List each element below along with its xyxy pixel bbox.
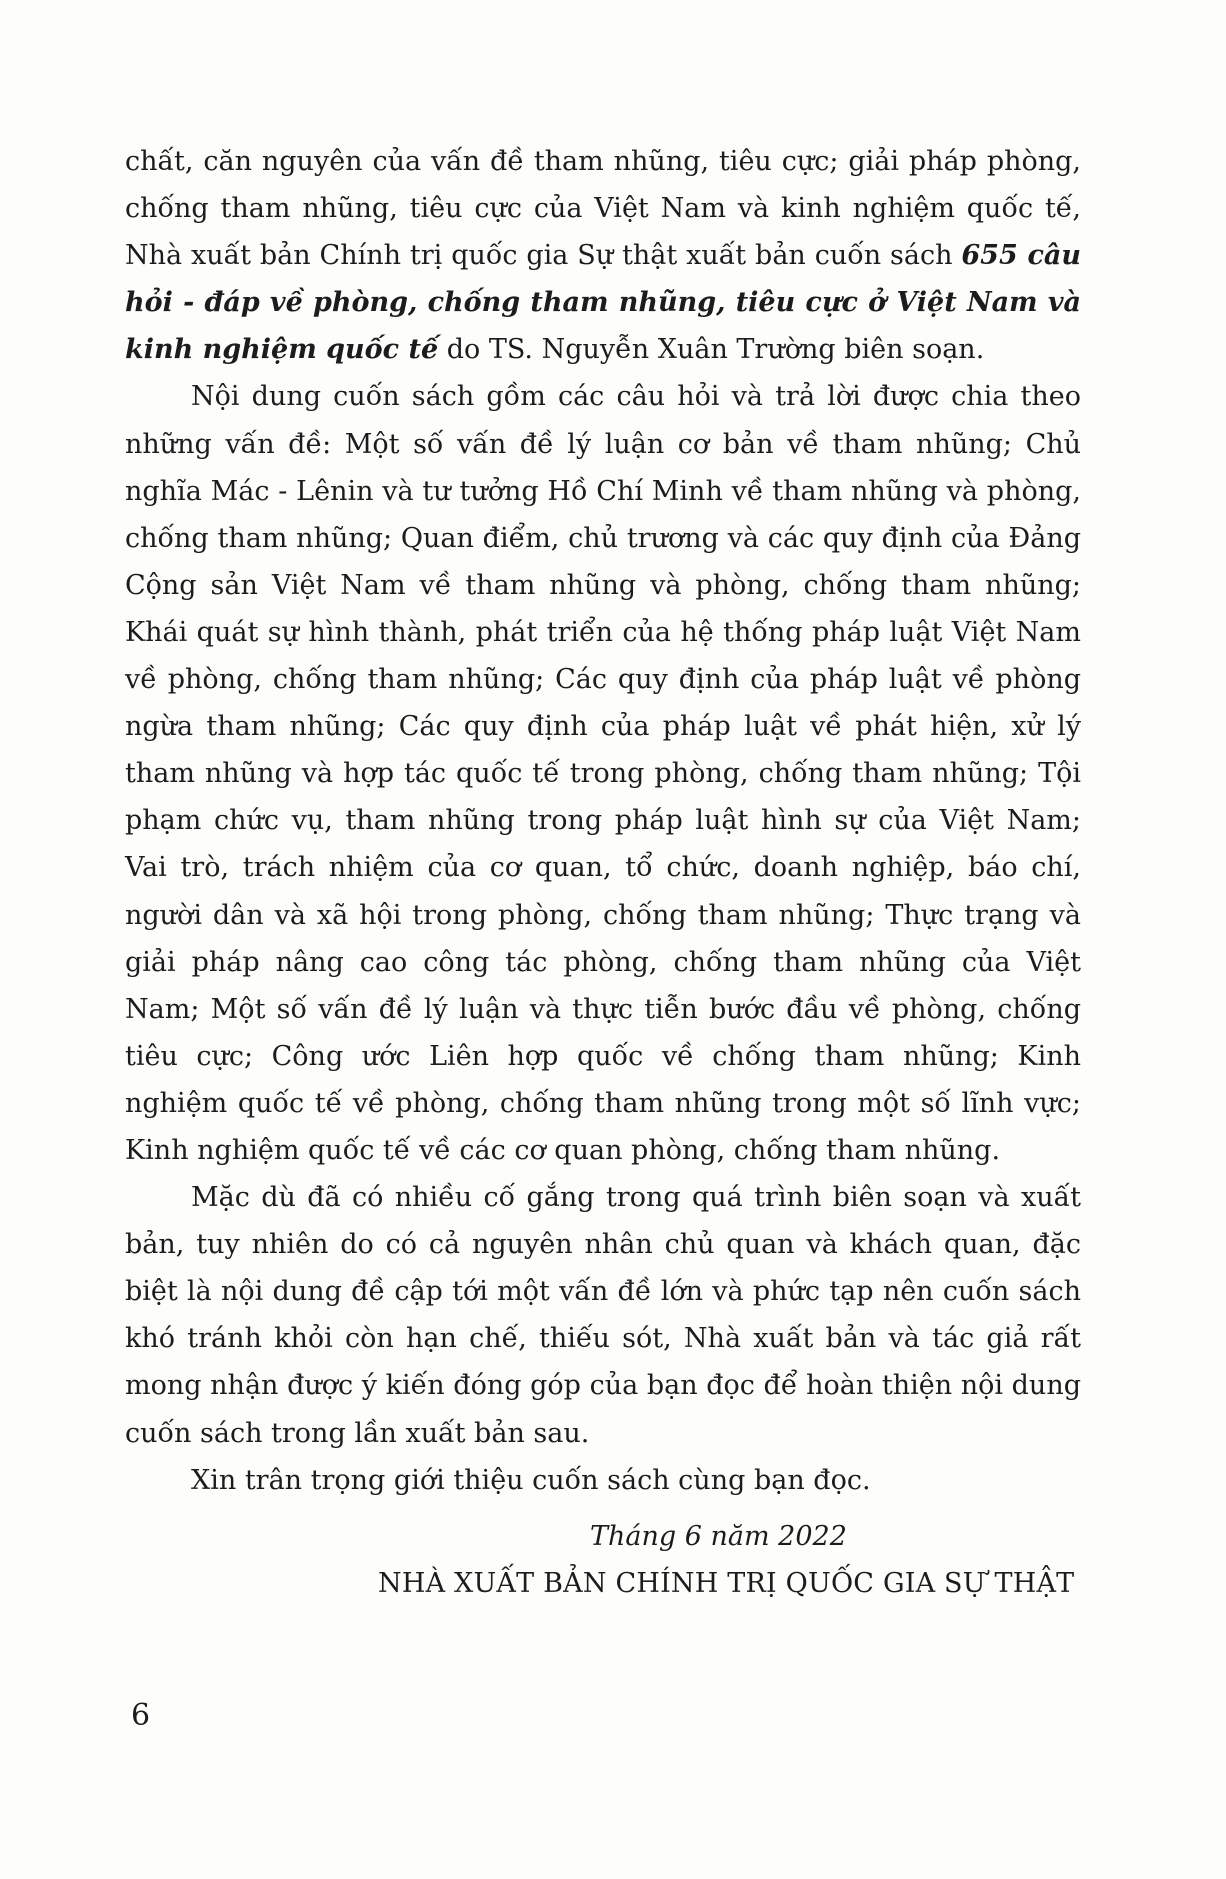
body-text (125, 138, 1081, 1504)
paragraph-1-part-1: chất, căn nguyên của vấn đề tham nhũng, tiêu cực; giải pháp phòng, chống tham nhũng, tiêu cực của Việt Nam và kinh nghiệm quốc tế, Nhà xuất bản Chính trị quốc gia Sự thật xuất bản cuốn sách (125, 146, 1081, 272)
paragraph-1 (125, 138, 1081, 373)
paragraph-4-text: Xin trân trọng giới thiệu cuốn sách cùng bạn đọc. (191, 1464, 871, 1496)
date-line: Tháng 6 năm 2022 (590, 1521, 847, 1552)
book-title-emphasis: 655 câu hỏi - đáp về phòng, chống tham nhũng, tiêu cực ở Việt Nam và kinh nghiệm quốc tế (125, 240, 1082, 366)
paragraph-2 (125, 373, 1081, 1174)
paragraph-1-part-3: do TS. Nguyễn Xuân Trường biên soạn. (438, 334, 985, 366)
paragraph-2-text: Nội dung cuốn sách gồm các câu hỏi và trả lời được chia theo những vấn đề: Một số vấn đề lý luận cơ bản về tham nhũng; Chủ nghĩa Mác - Lênin và tư tưởng Hồ Chí Minh về tham nhũng và phòng, chống tham nhũng; Quan điểm, chủ trương và các quy định của Đảng Cộng sản Việt Nam về tham nhũng và phòng, chống tham nhũng; Khái quát sự hình thành, phát triển của hệ thống pháp luật Việt Nam về phòng, chống tham nhũng; Các quy định của pháp luật về phòng ngừa tham nhũng; Các quy định của pháp luật về phát hiện, xử lý tham nhũng và hợp tác quốc tế trong phòng, chống tham nhũng; Tội phạm chức vụ, tham nhũng trong pháp luật hình sự của Việt Nam; Vai trò, trách nhiệm của cơ quan, tổ chức, doanh nghiệp, báo chí, người dân và xã hội trong phòng, chống tham nhũng; Thực trạng và giải pháp nâng cao công tác phòng, chống tham nhũng của Việt Nam; Một số vấn đề lý luận và thực tiễn bước đầu về phòng, chống tiêu cực; Công ước Liên hợp quốc về chống tham nhũng; Kinh nghiệm quốc tế về phòng, chống tham nhũng trong một số lĩnh vực; Kinh nghiệm quốc tế về các cơ quan phòng, chống tham nhũng. (125, 381, 1081, 1166)
paragraph-4 (125, 1457, 1081, 1504)
paragraph-3 (125, 1174, 1081, 1457)
paragraph-3-text: Mặc dù đã có nhiều cố gắng trong quá trình biên soạn và xuất bản, tuy nhiên do có cả nguyên nhân chủ quan và khách quan, đặc biệt là nội dung đề cập tới một vấn đề lớn và phức tạp nên cuốn sách khó tránh khỏi còn hạn chế, thiếu sót, Nhà xuất bản và tác giả rất mong nhận được ý kiến đóng góp của bạn đọc để hoàn thiện nội dung cuốn sách trong lần xuất bản sau. (125, 1182, 1081, 1449)
publisher-signature: NHÀ XUẤT BẢN CHÍNH TRỊ QUỐC GIA SỰ THẬT (378, 1568, 1075, 1599)
page-number: 6 (131, 1698, 151, 1733)
